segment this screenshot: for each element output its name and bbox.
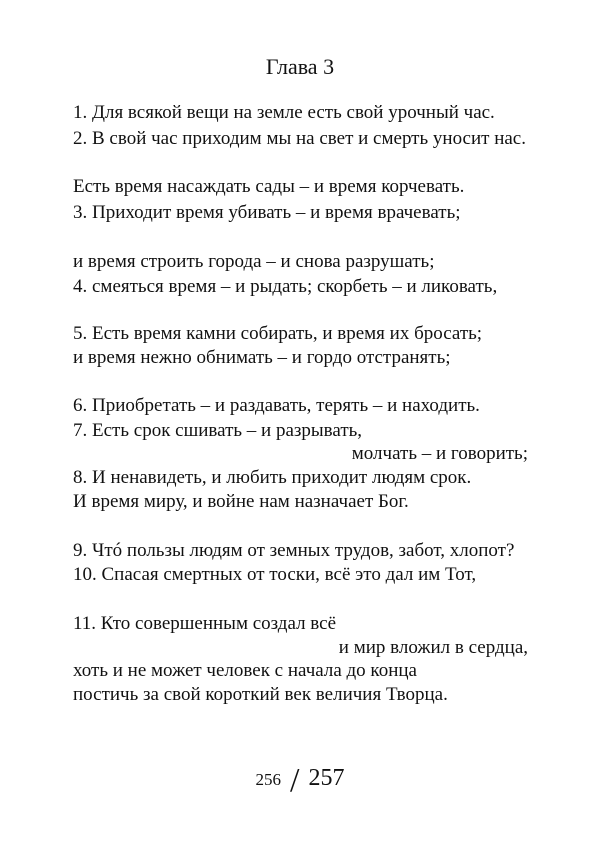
verse-line-11: молчать – и говорить;: [351, 443, 528, 464]
verse-line-1: 1. Для всякой вещи на земле есть свой урочный час.: [73, 102, 495, 123]
verse-line-15: 10. Спасая смертных от тоски, всё это дал им Тот,: [73, 564, 477, 585]
verse-line-6: 4. смеяться время – и рыдать; скорбеть – и ликовать,: [73, 276, 498, 297]
page-separator: /: [290, 762, 300, 799]
verse-line-12: 8. И ненавидеть, и любить приходит людям срок.: [73, 467, 472, 488]
right-page-number: 257: [308, 765, 345, 791]
verse-line-13: И время миру, и войне нам назначает Бог.: [73, 491, 409, 512]
verse-line-14: 9. Чтó пользы людям от земных трудов, забот, хлопот?: [73, 540, 515, 561]
verse-line-9: 6. Приобретать – и раздавать, терять – и находить.: [73, 395, 480, 416]
chapter-title: Глава 3: [265, 54, 335, 79]
verse-line-7: 5. Есть время камни собирать, и время их бросать;: [73, 323, 483, 344]
verse-line-5: и время строить города – и снова разрушать;: [73, 251, 435, 272]
verse-line-4: 3. Приходит время убивать – и время врачевать;: [73, 202, 461, 223]
left-page-number: 256: [255, 770, 282, 789]
verse-line-10: 7. Есть срок сшивать – и разрывать,: [73, 420, 363, 441]
verse-line-8: и время нежно обнимать – и гордо отстранять;: [73, 347, 451, 368]
verse-line-19: постичь за свой короткий век величия Творца.: [73, 684, 448, 705]
verse-line-18: хоть и не может человек с начала до конца: [73, 660, 417, 681]
verse-line-16: 11. Кто совершенным создал всё: [73, 613, 337, 634]
verse-line-3: Есть время насаждать сады – и время корчевать.: [73, 176, 465, 197]
page-number: [0, 762, 600, 800]
verse-line-17: и мир вложил в сердца,: [338, 637, 528, 658]
verse-line-2: 2. В свой час приходим мы на свет и смерть уносит нас.: [73, 128, 526, 149]
